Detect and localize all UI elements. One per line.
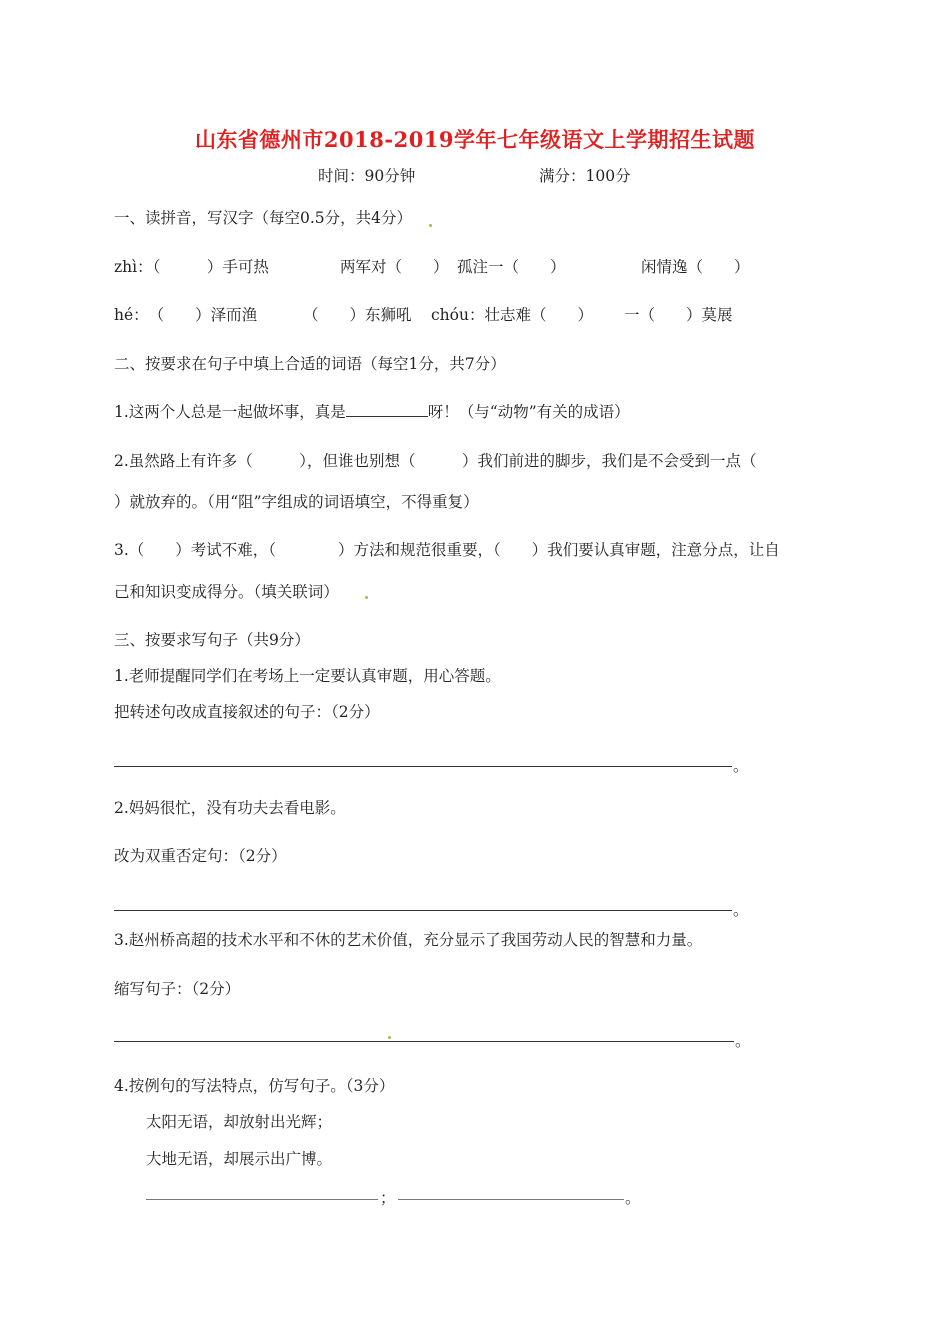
question-3-3: 3.赵州桥高超的技术水平和不休的艺术价值，充分显示了我国劳动人民的智慧和力量。 [114,931,703,949]
pinyin-row-zhi-item-2: 两军对（ ） [340,258,449,276]
question-3-2: 2.妈妈很忙，没有功夫去看电影。 [114,799,346,817]
question-2-1-text-b: 呀！（与“动物”有关的成语） [427,403,630,421]
decorative-dot [429,224,432,227]
exam-score: 满分：100分 [539,167,631,185]
question-2-2-line-2: ）就放弃的。（用“阻”字组成的词语填空，不得重复） [114,493,479,511]
exam-time: 时间：90分钟 [318,167,416,185]
answer-line-3-2[interactable] [114,910,732,911]
question-3-4-example-2: 大地无语，却展示出广博。 [146,1150,333,1168]
answer-line-3-2-period: 。 [733,901,749,919]
question-2-1 [114,402,630,422]
answer-line-3-4-period: 。 [625,1189,641,1207]
answer-line-3-1[interactable] [114,766,732,767]
exam-title: 山东省德州市2018-2019学年七年级语文上学期招生试题 [194,127,756,152]
pinyin-row-chou-item-2: 一（ ）莫展 [624,306,733,324]
question-2-3-line-1: 3.（ ）考试不难，（ ）方法和规范很重要，（ ）我们要认真审题，注意分点，让自 [114,541,780,559]
question-3-2-task: 改为双重否定句：（2分） [114,847,287,865]
question-2-3-line-2: 己和知识变成得分。（填关联词） [114,583,339,601]
answer-line-3-4-a[interactable] [146,1199,378,1200]
pinyin-row-he-item-1: hé： （ ）泽而渔 [114,306,258,324]
answer-line-3-1-period: 。 [733,757,749,775]
question-3-4: 4.按例句的写法特点，仿写句子。（3分） [114,1077,395,1095]
question-3-1: 1.老师提醒同学们在考场上一定要认真审题，用心答题。 [114,667,501,685]
decorative-dot [388,1036,391,1039]
answer-line-3-4-b[interactable] [398,1199,624,1200]
decorative-dot [365,596,368,599]
pinyin-row-chou-item-1: chóu：壮志难（ ） [431,306,593,324]
question-3-1-task: 把转述句改成直接叙述的句子：（2分） [114,703,380,721]
section-2-heading: 二、按要求在句子中填上合适的词语（每空1分，共7分） [114,355,506,373]
pinyin-row-zhi-item-4: 闲情逸（ ） [641,258,750,276]
answer-line-3-3-period: 。 [735,1032,751,1050]
question-2-2-line-1: 2.虽然路上有许多（ ），但谁也别想（ ）我们前进的脚步，我们是不会受到一点（ [114,452,757,470]
pinyin-row-zhi-item-3: 孤注一（ ） [457,258,566,276]
section-1-heading: 一、读拼音，写汉字（每空0.5分，共4分） [114,209,413,227]
pinyin-row-he-item-2: （ ）东狮吼 [303,306,412,324]
pinyin-row-zhi-item-1: zhì：（ ）手可热 [114,258,269,276]
answer-line-3-4-semicolon: ； [380,1189,396,1207]
question-3-4-example-1: 太阳无语，却放射出光辉； [146,1113,333,1131]
question-3-3-task: 缩写句子：（2分） [114,980,241,998]
answer-line-3-3[interactable] [114,1041,734,1042]
answer-blank[interactable] [346,402,428,417]
section-3-heading: 三、按要求写句子（共9分） [114,631,310,649]
question-2-1-text-a: 1.这两个人总是一起做坏事，真是 [114,403,346,421]
